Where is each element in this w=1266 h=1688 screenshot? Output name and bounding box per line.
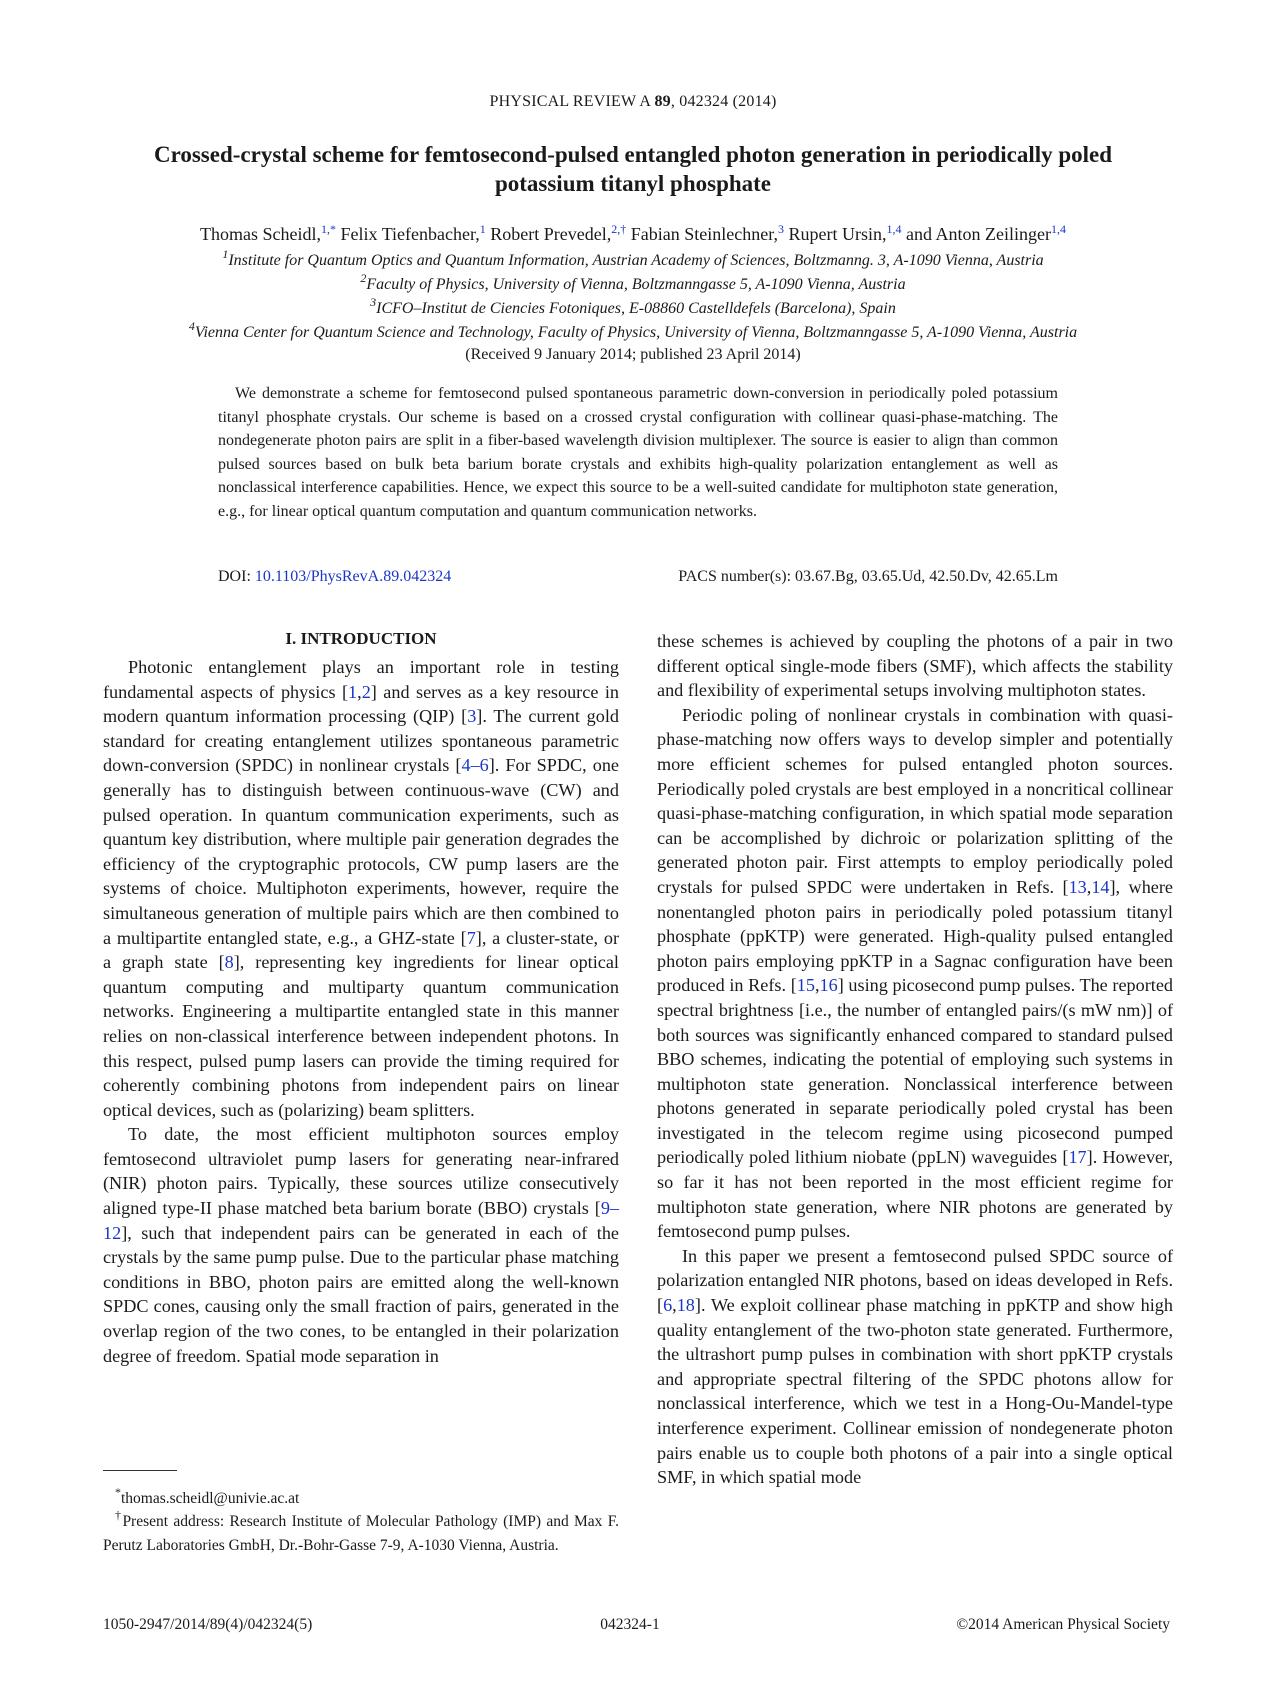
text-run: ], such that independent pairs can be generated in each of the crystals by the same pump pulse. Due to the particular phase matching conditions in BBO, photon pairs are emitted along the well-known SPDC cones, causing only the small fraction of pairs, generated in the overlap region of the two cones, to be entangled in their polarization degree of freedom. Spatial mode separation in	[103, 1222, 619, 1366]
text-run: ], where nonentangled photon pairs in periodically poled potassium titanyl phosphate (ppKTP) were generated. High-quality pulsed entangled photon pairs employing ppKTP in a Sagnac configuration have been produced in Refs. [	[657, 876, 1173, 996]
footer-page-number: 042324-1	[600, 1616, 660, 1633]
author-name: Rupert Ursin,	[783, 224, 887, 244]
doi	[218, 568, 451, 586]
author-affil-link[interactable]: 1,4	[1050, 222, 1066, 236]
text-run: Photonic entanglement plays an important role in testing fundamental aspects of physics [	[103, 657, 619, 702]
paragraph	[657, 703, 1173, 1244]
citation-link[interactable]: 14	[1091, 876, 1110, 897]
journal-volume: 89	[654, 93, 671, 110]
footnotes	[103, 1487, 619, 1557]
footnote-text: Present address: Research Institute of Molecular Pathology (IMP) and Max F. Perutz Laboratories GmbH, Dr.-Bohr-Gasse 7-9, A-1030 Vienna, Austria.	[103, 1513, 619, 1554]
footnote-rule	[103, 1470, 177, 1471]
footnote-marker: †	[115, 1508, 123, 1523]
journal-prefix: PHYSICAL REVIEW A	[489, 93, 655, 110]
paragraph	[103, 655, 619, 1122]
affiliation-1	[0, 247, 1266, 270]
footnote	[103, 1510, 619, 1557]
doi-label: DOI:	[218, 568, 255, 585]
citation-link[interactable]: 6	[663, 1295, 673, 1316]
text-run: ], a cluster-state, or a graph state [	[103, 927, 620, 973]
citation-link[interactable]: 9–12	[103, 1198, 619, 1243]
citation-link[interactable]: 3	[467, 706, 477, 727]
author-list	[0, 224, 1266, 245]
affiliation-marker: 4	[188, 319, 195, 333]
text-run: ,	[814, 975, 820, 996]
citation-link[interactable]: 17	[1068, 1147, 1087, 1168]
journal-header	[0, 93, 1266, 111]
author-affil-link[interactable]: 1,*	[321, 222, 337, 236]
footnote	[103, 1487, 619, 1510]
text-run: ] using picosecond pump pulses. The reported spectral brightness [i.e., the number of entangled pairs/(s mW nm)] of both sources was significantly enhanced compared to standard pulsed BBO schemes, indicating the potential of employing such systems in multiphoton state generation. Nonclassical interference between photons generated in separate periodically poled crystal has been investigated in the telecom regime using picosecond pumped periodically poled lithium niobate (ppLN) waveguides [	[657, 975, 1173, 1168]
paragraph	[103, 1122, 619, 1368]
citation-link[interactable]: 13	[1068, 876, 1087, 897]
text-run: ]. However, so far it has not been reported in the most efficient regime for multiphoton state generation, where NIR photons are generated by femtosecond pump pulses.	[657, 1147, 1173, 1242]
left-column	[103, 655, 619, 1368]
text-run: ,	[357, 681, 362, 702]
paragraph	[657, 629, 1173, 703]
text-run: In this paper we present a femtosecond pulsed SPDC source of polarization entangled NIR photons, based on ideas developed in Refs. [	[657, 1245, 1173, 1316]
text-run: ]. The current gold standard for creating entanglement utilizes spontaneous parametric down-conversion (SPDC) in nonlinear crystals [	[103, 706, 619, 776]
author-name: and Anton Zeilinger	[901, 224, 1051, 244]
affiliation-marker: 1	[222, 247, 229, 261]
author-affil-link[interactable]: 1,4	[886, 222, 902, 236]
right-column	[657, 629, 1173, 1490]
received-dates: (Received 9 January 2014; published 23 April 2014)	[465, 346, 801, 363]
author-affil-link[interactable]: 3	[777, 222, 784, 236]
footer-copyright: ©2014 American Physical Society	[956, 1616, 1170, 1633]
journal-suffix: , 042324 (2014)	[670, 93, 777, 110]
author-affil-link[interactable]: 1	[479, 222, 486, 236]
author-name: Fabian Steinlechner,	[626, 224, 778, 244]
citation-link[interactable]: 18	[676, 1295, 695, 1316]
affiliation-3	[0, 295, 1266, 318]
author-name: Robert Prevedel,	[485, 224, 612, 244]
doi-link[interactable]: 10.1103/PhysRevA.89.042324	[254, 568, 452, 585]
text-run: ] and serves as a key resource in modern quantum information processing (QIP) [	[103, 681, 619, 727]
affiliation-text: Institute for Quantum Optics and Quantum Information, Austrian Academy of Sciences, Boltzmanng. 3, A-1090 Vienna, Austria	[228, 252, 1044, 269]
paper-title	[0, 140, 1266, 198]
text-run: these schemes is achieved by coupling the photons of a pair in two different optical single-mode fibers (SMF), which affects the stability and flexibility of experimental setups involving multiphoton states.	[657, 631, 1173, 701]
affiliation-text: Faculty of Physics, University of Vienna, Boltzmanngasse 5, A-1090 Vienna, Austria	[366, 276, 906, 293]
paragraph	[657, 1244, 1173, 1490]
author-name: Felix Tiefenbacher,	[336, 224, 480, 244]
text-run: ], representing key ingredients for linear optical quantum computing and multiparty quantum communication networks. Engineering a multipartite entangled state in this manner relies on non-classical interference between independent photons. In this respect, pulsed pump lasers can provide the timing required for coherently combining photons from independent pairs on linear optical devices, such as (polarizing) beam splitters.	[103, 952, 619, 1120]
citation-link[interactable]: 4–6	[461, 755, 489, 776]
author-affil-link[interactable]: 2,†	[611, 222, 627, 236]
abstract: We demonstrate a scheme for femtosecond pulsed spontaneous parametric down-conversion in periodically poled potassium titanyl phosphate crystals. Our scheme is based on a crossed crystal configuration with collinear quasi-phase-matching. The nondegenerate photon pairs are split in a fiber-based wavelength division multiplexer. The source is easier to align than common pulsed sources based on bulk beta barium borate crystals and exhibits high-quality polarization entanglement as well as nonclassical interference capabilities. Hence, we expect this source to be a well-suited candidate for multiphoton state generation, e.g., for linear optical quantum computation and quantum communication networks.	[218, 385, 1058, 520]
citation-link[interactable]: 1	[348, 681, 358, 702]
text-run: ]. We exploit collinear phase matching in ppKTP and show high quality entanglement of the two-photon state generated. Furthermore, the ultrashort pump pulses in combination with short ppKTP crystals and appropriate spectral filtering of the SPDC photons allow for nonclassical interference, which we test in a Hong-Ou-Mandel-type interference experiment. Collinear emission of nondegenerate photon pairs enable us to couple both photons of a pair into a single optical SMF, in which spatial mode	[657, 1295, 1173, 1488]
section-heading: I. INTRODUCTION	[285, 629, 437, 648]
text-run: To date, the most efficient multiphoton sources employ femtosecond ultraviolet pump lasers for generating near-infrared (NIR) photon pairs. Typically, these sources utilize consecutively aligned type-II phase matched beta barium borate (BBO) crystals [	[103, 1124, 619, 1219]
title-line-1: Crossed-crystal scheme for femtosecond-pulsed entangled photon generation in periodically poled	[153, 142, 1113, 167]
citation-link[interactable]: 8	[224, 952, 234, 973]
footer-issn: 1050-2947/2014/89(4)/042324(5)	[103, 1616, 313, 1633]
footnote-marker: *	[115, 1485, 121, 1499]
affiliation-text: ICFO–Institut de Ciencies Fotoniques, E-08860 Castelldefels (Barcelona), Spain	[376, 300, 896, 317]
text-run: ,	[1086, 876, 1092, 897]
title-line-2: potassium titanyl phosphate	[494, 171, 772, 196]
citation-link[interactable]: 15	[796, 975, 815, 996]
citation-link[interactable]: 2	[361, 681, 371, 702]
affiliation-4	[0, 319, 1266, 342]
author-name: Thomas Scheidl,	[200, 224, 322, 244]
citation-link[interactable]: 7	[466, 927, 476, 948]
text-run: Periodic poling of nonlinear crystals in combination with quasi-phase-matching now offers ways to develop simpler and potentially more efficient schemes for pulsed entangled photon sources. Periodically poled crystals are best employed in a noncritical collinear quasi-phase-matching configuration, in which spatial mode separation can be accomplished by dichroic or polarization splitting of the generated photon pair. First attempts to employ periodically poled crystals for pulsed SPDC were undertaken in Refs. [	[657, 704, 1173, 897]
affiliation-2	[0, 271, 1266, 294]
citation-link[interactable]: 16	[819, 975, 838, 996]
affiliation-marker: 3	[370, 295, 377, 309]
footnote-email: thomas.scheidl@univie.ac.at	[121, 1490, 300, 1507]
affiliation-text: Vienna Center for Quantum Science and Technology, Faculty of Physics, University of Vienna, Boltzmanngasse 5, A-1090 Vienna, Austria	[194, 324, 1078, 341]
affiliation-marker: 2	[360, 271, 367, 285]
text-run: ,	[672, 1295, 677, 1316]
text-run: ]. For SPDC, one generally has to distinguish between continuous-wave (CW) and pulsed operation. In quantum communication experiments, such as quantum key distribution, where multiple pair generation degrades the efficiency of the cryptographic protocols, CW pump lasers are the systems of choice. Multiphoton experiments, however, require the simultaneous generation of multiple pairs which are then combined to a multipartite entangled state, e.g., a GHZ-state [	[103, 755, 620, 948]
pacs-numbers: PACS number(s): 03.67.Bg, 03.65.Ud, 42.50.Dv, 42.65.Lm	[678, 568, 1058, 585]
